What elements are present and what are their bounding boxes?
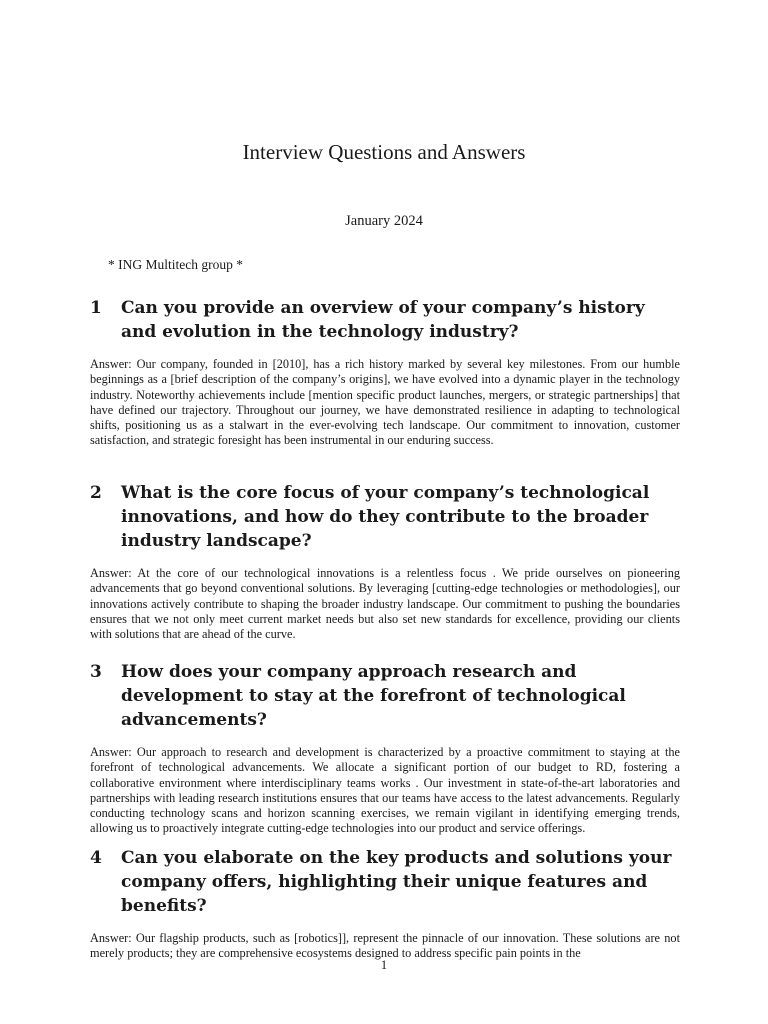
section-1-heading [90,296,680,344]
section-3-question: How does your company approach research and development to stay at the forefront of technological advancements? [121,662,626,730]
section-4-heading [90,846,680,918]
section-4-number: 4 [90,848,102,868]
section-3-heading [90,660,680,732]
section-1-number: 1 [90,298,102,318]
section-1-question: Can you provide an overview of your company’s history and evolution in the technology industry? [121,298,645,342]
section-1-answer: Answer: Our company, founded in [2010], has a rich history marked by several key milestones. From our humble beginnings as a [brief description of the company’s origins], we have evolved into a dynamic player in the technology industry. Noteworthy achievements include [mention specific product launches, mergers, or strategic partnerships] that have defined our trajectory. Throughout our journey, we have demonstrated resilience in adapting to technological shifts, positioning us as a stalwart in the ever-evolving tech landscape. Our commitment to innovation, customer satisfaction, and strategic foresight has been instrumental in our enduring success. [90,357,680,448]
document-author: * ING Multitech group * [108,257,243,272]
section-4-question: Can you elaborate on the key products and solutions your company offers, highlighting their unique features and benefits? [121,848,672,916]
section-3-answer: Answer: Our approach to research and development is characterized by a proactive commitment to staying at the forefront of technological advancements. We allocate a significant portion of our budget to RD, fostering a collaborative environment where interdisciplinary teams works . Our investment in state-of-the-art laboratories and partnerships with leading research institutions ensures that our teams have access to the latest advancements. Regularly conducting technology scans and horizon scanning exercises, we remain vigilant in identifying emerging trends, allowing us to proactively integrate cutting-edge technologies into our product and service offerings. [90,745,680,836]
section-2-question: What is the core focus of your company’s technological innovations, and how do they contribute to the broader industry landscape? [121,483,650,551]
page-number: 1 [380,958,388,972]
section-2-answer: Answer: At the core of our technological innovations is a relentless focus . We pride ourselves on pioneering advancements that go beyond conventional solutions. By leveraging [cutting-edge technologies or methodologies], our innovations actively contribute to shaping the broader industry landscape. Our commitment to pushing the boundaries ensures that we not only meet current market needs but also set new standards for excellence, providing our clients with solutions that are ahead of the curve. [90,566,680,642]
section-2-heading [90,481,680,553]
section-4 [90,846,680,962]
section-3 [90,660,680,837]
section-3-number: 3 [90,662,102,682]
document-date: January 2024 [345,213,423,229]
section-2-number: 2 [90,483,102,503]
section-1 [90,296,680,449]
section-4-answer: Answer: Our flagship products, such as [robotics]], represent the pinnacle of our innovation. These solutions are not merely products; they are comprehensive ecosystems designed to address specific pain points in the [90,931,680,961]
document-title: Interview Questions and Answers [242,140,526,164]
section-2 [90,481,680,642]
